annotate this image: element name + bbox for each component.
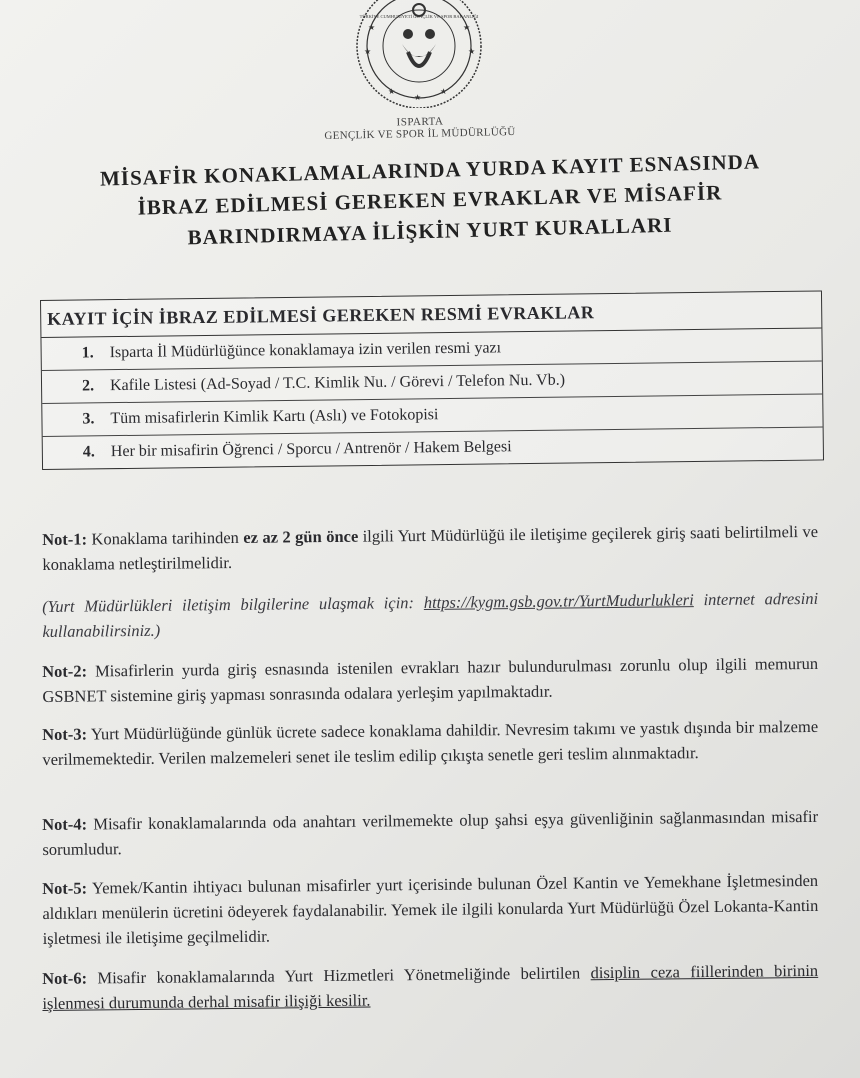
svg-text:★: ★: [368, 23, 376, 32]
document-number: 2.: [81, 377, 95, 395]
svg-text:TÜRKİYE CUMHURİYETİ GENÇLİK VE: TÜRKİYE CUMHURİYETİ GENÇLİK VE SPOR BAKANLIĞI: [359, 14, 479, 19]
note-text: Misafir konaklamalarında Yurt Hizmetleri Yönetmeliğinde belirtilen: [86, 963, 591, 988]
document-number: 1.: [81, 344, 94, 362]
note-label: Not-1:: [42, 529, 88, 549]
note-label: Not-2:: [42, 661, 88, 681]
org-city: ISPARTA: [396, 115, 444, 129]
svg-text:★: ★: [364, 47, 372, 56]
note-text: Konaklama tarihinden: [86, 527, 244, 549]
document-text: Kafile Listesi (Ad-Soyad / T.C. Kimlik Nu. / Görevi / Telefon Nu. Vb.): [109, 371, 566, 395]
document-text: Her bir misafirin Öğrenci / Sporcu / Antrenör / Hakem Belgesi: [110, 438, 512, 461]
note-label: Not-4:: [42, 814, 88, 834]
note-text: Yurt Müdürlüğünde günlük ücrete sadece konaklama dahildir. Nevresim takımı ve yastık dışında bir malzeme verilmemektedir. Verilen malzemeleri senet ile teslim edilip çıkışta senetle geri teslim alınmaktadır.: [42, 716, 819, 769]
dormitory-directory-link[interactable]: https://kygm.gsb.gov.tr/YurtMudurlukleri: [423, 590, 694, 613]
note-1: [42, 519, 818, 577]
note-label: Not-3:: [42, 724, 88, 744]
note-text: Yemek/Kantin ihtiyacı bulunan misafirler yurt içerisinde bulunan Özel Kantin ve Yemekhane İşletmesinden aldıkları menülerin ücretini ödeyerek faydalanabilir. Yemek ile ilgili konularda Yurt Müdürlüğü Özel Lokanta-Kantin işletmesi ile iletişime geçilmelidir.: [42, 870, 819, 948]
note-5: [42, 868, 819, 951]
document-number: 3.: [82, 410, 95, 428]
svg-text:★: ★: [463, 23, 471, 32]
page-title-line-3: BARINDIRMAYA İLİŞKİN YURT KURALLARI: [187, 212, 673, 250]
svg-text:★: ★: [440, 87, 448, 96]
note-label: Not-5:: [42, 878, 88, 898]
note-text: Misafir konaklamalarında oda anahtarı verilmemekte olup şahsi eşya güvenliğinin sağlanmasından misafir sorumludur.: [42, 806, 819, 859]
document-number: 4.: [82, 443, 95, 461]
note-text: Misafirlerin yurda giriş esnasında istenilen evrakları hazır bulundurulması zorunlu olup ilgili memurun GSBNET sistemine giriş yapması sonrasında odalara yerleşim yapılmaktadır.: [42, 653, 819, 706]
note-6: [42, 958, 818, 1016]
documents-table-heading: KAYIT İÇİN İBRAZ EDİLMESİ GEREKEN RESMİ EVRAKLAR: [41, 291, 821, 338]
note-text: ilgili Yurt Müdürlüğü ile iletişime geçilerek giriş saati belirtilmeli ve konaklama netleştirilmelidir.: [42, 521, 819, 574]
note-label: Not-6:: [42, 968, 88, 988]
note-emphasis: ez az 2 gün önce: [243, 526, 359, 547]
contact-info-note: [42, 586, 818, 644]
required-documents-table: [40, 290, 824, 470]
svg-text:★: ★: [468, 47, 476, 56]
svg-text:★: ★: [414, 93, 422, 102]
note-underlined-text: disiplin ceza fiillerinden birinin işlenmesi durumunda derhal misafir ilişiği kesilir.: [42, 960, 819, 1013]
note-4: [42, 804, 818, 862]
ministry-seal-logo: [348, 0, 490, 108]
page-title-line-2: İBRAZ EDİLMESİ GEREKEN EVRAKLAR VE MİSAFİR: [137, 180, 723, 220]
note-2: [42, 651, 818, 709]
document-text: Tüm misafirlerin Kimlik Kartı (Aslı) ve Fotokopisi: [110, 406, 439, 428]
note-3: [42, 714, 818, 772]
page-title-line-1: MİSAFİR KONAKLAMALARINDA YURDA KAYIT ESNASINDA: [99, 149, 761, 191]
note-text: (Yurt Müdürlükleri iletişim bilgilerine ulaşmak için:: [42, 593, 424, 616]
org-name: GENÇLİK VE SPOR İL MÜDÜRLÜĞÜ: [324, 126, 516, 142]
document-text: Isparta İl Müdürlüğünce konaklamaya izin verilen resmi yazı: [109, 339, 502, 362]
note-text: internet adresini kullanabilirsiniz.): [42, 588, 819, 641]
svg-text:★: ★: [388, 87, 396, 96]
